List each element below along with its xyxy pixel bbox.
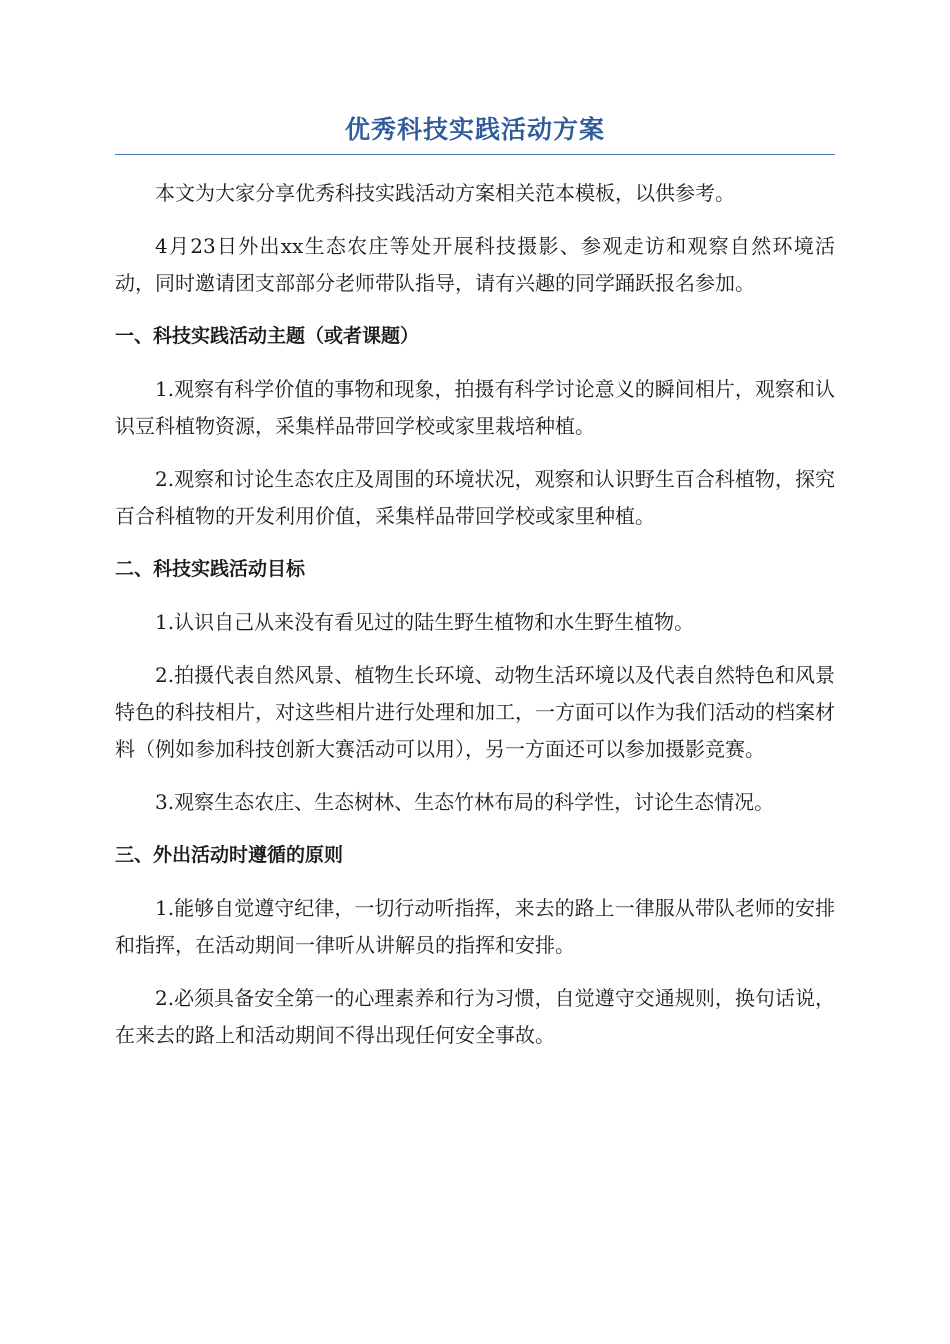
theme-item-2: 2.观察和讨论生态农庄及周围的环境状况，观察和认识野生百合科植物，探究百合科植物的开发利用价值，采集样品带回学校或家里种植。: [115, 467, 835, 528]
document-page: [115, 110, 835, 1054]
principles-item-1: 1.能够自觉遵守纪律，一切行动听指挥，来去的路上一律服从带队老师的安排和指挥，在活动期间一律听从讲解员的指挥和安排。: [115, 896, 835, 957]
goals-item-1: 1.认识自己从来没有看见过的陆生野生植物和水生野生植物。: [155, 610, 695, 634]
section-heading-principles: 三、外出活动时遵循的原则: [115, 844, 344, 866]
principles-item-2: 2.必须具备安全第一的心理素养和行为习惯，自觉遵守交通规则，换句话说，在来去的路上和活动期间不得出现任何安全事故。: [115, 986, 835, 1047]
document-title: 优秀科技实践活动方案: [115, 110, 835, 155]
theme-item-1: 1.观察有科学价值的事物和现象，拍摄有科学讨论意义的瞬间相片，观察和认识豆科植物资源，采集样品带回学校或家里栽培种植。: [115, 377, 835, 438]
section-heading-theme: 一、科技实践活动主题（或者课题）: [115, 325, 420, 347]
intro-paragraph: 本文为大家分享优秀科技实践活动方案相关范本模板，以供参考。: [155, 181, 735, 205]
notice-paragraph: 4月23日外出xx生态农庄等处开展科技摄影、参观走访和观察自然环境活动，同时邀请团支部部分老师带队指导，请有兴趣的同学踊跃报名参加。: [115, 234, 835, 295]
section-heading-goals: 二、科技实践活动目标: [115, 558, 306, 580]
goals-item-2: 2.拍摄代表自然风景、植物生长环境、动物生活环境以及代表自然特色和风景特色的科技相片，对这些相片进行处理和加工，一方面可以作为我们活动的档案材料（例如参加科技创新大赛活动可以用），另一方面还可以参加摄影竞赛。: [115, 663, 835, 761]
goals-item-3: 3.观察生态农庄、生态树林、生态竹林布局的科学性，讨论生态情况。: [155, 790, 775, 814]
